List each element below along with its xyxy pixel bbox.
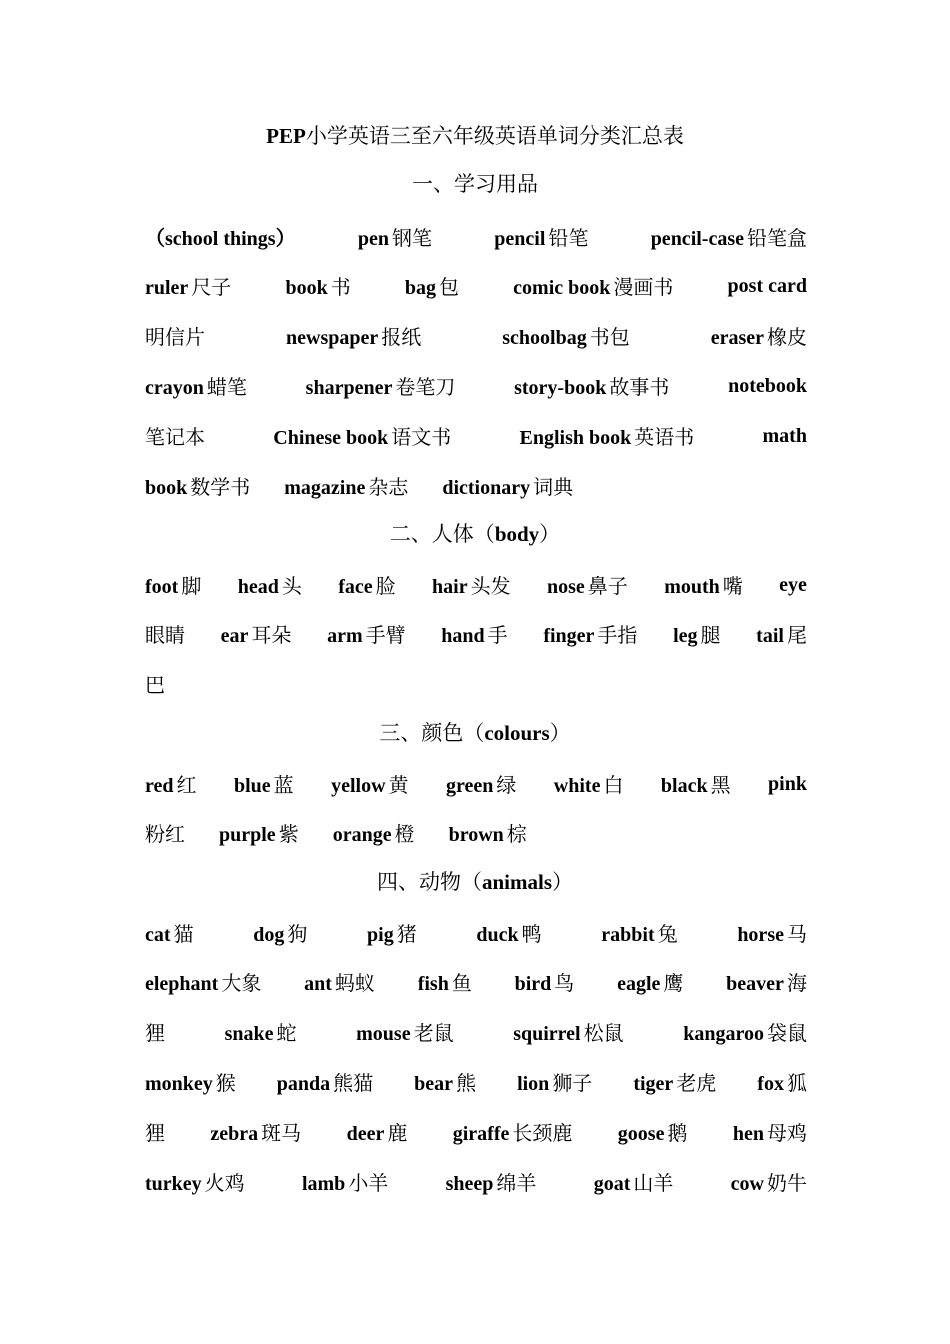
chinese-meaning: 兔 xyxy=(657,921,678,946)
english-word: ruler xyxy=(145,277,189,300)
vocab-line xyxy=(145,616,807,652)
vocab-entry xyxy=(253,918,307,947)
english-word: snake xyxy=(224,1023,274,1046)
vocab-entry xyxy=(594,1167,674,1196)
english-word: newspaper xyxy=(286,327,379,350)
chinese-meaning: 熊 xyxy=(456,1070,477,1095)
vocab-entry xyxy=(515,967,575,996)
english-word: notebook xyxy=(728,374,807,397)
vocab-entry xyxy=(763,423,807,448)
english-word: hand xyxy=(441,625,485,648)
chinese-meaning: 斑马 xyxy=(261,1120,302,1145)
vocab-entry xyxy=(664,570,743,599)
chinese-meaning: 大象 xyxy=(221,971,262,996)
vocab-entry xyxy=(728,273,807,298)
english-word: foot xyxy=(145,575,179,598)
english-word: kangaroo xyxy=(683,1023,764,1046)
section-heading-text: 四、动物（ xyxy=(376,870,482,894)
chinese-meaning: 鸭 xyxy=(521,921,542,946)
vocab-entry xyxy=(711,321,807,350)
english-word: book xyxy=(285,277,328,300)
vocab-entry xyxy=(338,570,395,599)
vocab-entry xyxy=(726,967,807,996)
chinese-meaning: 杂志 xyxy=(368,474,409,499)
english-word: turkey xyxy=(145,1172,202,1195)
vocab-entry xyxy=(145,321,205,350)
vocab-line xyxy=(145,1014,807,1050)
vocab-entry xyxy=(476,918,541,947)
vocab-entry xyxy=(449,818,527,847)
english-word: horse xyxy=(737,923,784,946)
vocab-entry xyxy=(225,1017,297,1046)
vocab-entry xyxy=(757,1067,807,1096)
chinese-meaning: 袋鼠 xyxy=(766,1021,807,1046)
vocab-line xyxy=(145,467,807,503)
chinese-meaning: 奶牛 xyxy=(767,1170,807,1195)
chinese-meaning: 漫画书 xyxy=(613,275,674,300)
chinese-meaning: 英语书 xyxy=(634,424,695,449)
chinese-meaning: 狸 xyxy=(145,1021,165,1046)
vocab-entry xyxy=(768,771,807,796)
chinese-meaning: 脚 xyxy=(181,573,202,598)
english-word: math xyxy=(762,424,807,447)
chinese-meaning: 海 xyxy=(786,971,807,996)
vocab-entry xyxy=(221,619,292,648)
chinese-meaning: 词典 xyxy=(533,474,574,499)
english-word: （school things） xyxy=(145,227,296,250)
vocab-entry xyxy=(145,1167,245,1196)
vocab-line xyxy=(145,964,807,1000)
english-word: cat xyxy=(145,923,171,946)
chinese-meaning: 老鼠 xyxy=(413,1021,454,1046)
vocab-entry xyxy=(145,222,296,251)
chinese-meaning: 黄 xyxy=(388,772,409,797)
vocab-entry xyxy=(543,619,637,648)
vocab-line xyxy=(145,218,807,254)
vocab-entry xyxy=(145,1017,165,1046)
english-word: zebra xyxy=(210,1122,259,1145)
vocab-entry xyxy=(618,1117,688,1146)
english-word: goose xyxy=(617,1122,665,1145)
chinese-meaning: 耳朵 xyxy=(251,623,292,648)
vocab-entry xyxy=(145,669,165,698)
vocab-entry xyxy=(554,769,624,798)
english-word: brown xyxy=(448,824,504,847)
english-word: eraser xyxy=(710,327,764,350)
section-heading-suffix: ） xyxy=(552,870,573,894)
english-word: duck xyxy=(476,923,519,946)
chinese-meaning: 狸 xyxy=(145,1120,165,1145)
vocab-line xyxy=(145,268,807,304)
english-word: story-book xyxy=(514,376,607,399)
chinese-meaning: 母鸡 xyxy=(767,1120,807,1145)
vocab-entry xyxy=(446,1167,537,1196)
vocab-entry xyxy=(513,271,673,300)
english-word: elephant xyxy=(145,973,219,996)
chinese-meaning: 报纸 xyxy=(381,325,422,350)
vocab-line xyxy=(145,815,807,851)
chinese-meaning: 猴 xyxy=(215,1070,236,1095)
vocab-entry xyxy=(145,271,231,300)
vocab-entry xyxy=(333,818,415,847)
vocab-entry xyxy=(414,1067,476,1096)
vocab-entry xyxy=(347,1117,408,1146)
chinese-meaning: 狗 xyxy=(287,921,308,946)
vocab-entry xyxy=(728,373,807,398)
vocab-entry xyxy=(286,321,421,350)
english-word: mouse xyxy=(356,1023,411,1046)
chinese-meaning: 鹰 xyxy=(663,971,684,996)
vocab-entry xyxy=(273,421,451,450)
vocab-entry xyxy=(733,1117,807,1146)
chinese-meaning: 巴 xyxy=(145,673,165,698)
chinese-meaning: 橡皮 xyxy=(767,325,807,350)
chinese-meaning: 粉红 xyxy=(145,822,185,847)
english-word: eye xyxy=(779,573,807,596)
chinese-meaning: 嘴 xyxy=(722,573,743,598)
chinese-meaning: 蜡笔 xyxy=(206,374,247,399)
chinese-meaning: 语文书 xyxy=(391,424,452,449)
english-word: nose xyxy=(547,575,585,598)
chinese-meaning: 绿 xyxy=(496,772,517,797)
english-word: sheep xyxy=(445,1172,494,1195)
vocab-entry xyxy=(453,1117,573,1146)
chinese-meaning: 橙 xyxy=(394,822,415,847)
chinese-meaning: 头 xyxy=(281,573,302,598)
section-heading xyxy=(0,166,950,202)
chinese-meaning: 笔记本 xyxy=(145,424,205,449)
vocab-line xyxy=(145,914,807,950)
vocab-entry xyxy=(442,471,573,500)
chinese-meaning: 鹿 xyxy=(387,1120,408,1145)
chinese-meaning: 熊猫 xyxy=(333,1070,374,1095)
english-word: book xyxy=(145,476,188,499)
chinese-meaning: 狮子 xyxy=(552,1070,593,1095)
chinese-meaning: 钢笔 xyxy=(392,225,432,250)
english-word: face xyxy=(338,575,373,598)
vocab-entry xyxy=(145,918,194,947)
vocab-entry xyxy=(520,421,695,450)
vocab-entry xyxy=(683,1017,807,1046)
english-word: dictionary xyxy=(442,476,531,499)
vocab-entry xyxy=(145,570,201,599)
vocab-entry xyxy=(277,1067,373,1096)
vocab-entry xyxy=(302,1167,388,1196)
title-latin: PEP xyxy=(266,124,306,148)
chinese-meaning: 长颈鹿 xyxy=(512,1120,573,1145)
vocab-entry xyxy=(145,371,247,400)
vocab-entry xyxy=(331,769,408,798)
vocab-entry xyxy=(633,1067,716,1096)
section-heading-latin: animals xyxy=(481,870,552,894)
vocab-entry xyxy=(145,421,205,450)
english-word: ear xyxy=(220,625,249,648)
vocab-entry xyxy=(306,371,456,400)
chinese-meaning: 书包 xyxy=(589,325,630,350)
vocab-entry xyxy=(601,918,677,947)
vocab-entry xyxy=(210,1117,301,1146)
vocab-line xyxy=(145,367,807,403)
vocab-entry xyxy=(145,1117,165,1146)
chinese-meaning: 白 xyxy=(603,772,624,797)
vocab-entry xyxy=(432,570,511,599)
english-word: yellow xyxy=(331,774,386,797)
english-word: green xyxy=(445,774,494,797)
vocab-entry xyxy=(502,321,629,350)
vocab-entry xyxy=(661,769,731,798)
vocab-line xyxy=(145,765,807,801)
english-word: cow xyxy=(730,1172,764,1195)
section-heading-text: 二、人体（ xyxy=(389,522,495,546)
vocab-entry xyxy=(418,967,472,996)
english-word: beaver xyxy=(726,973,784,996)
english-word: panda xyxy=(276,1072,331,1095)
vocab-entry xyxy=(494,222,588,251)
vocab-entry xyxy=(731,1167,807,1196)
vocab-entry xyxy=(446,769,516,798)
english-word: deer xyxy=(346,1122,385,1145)
vocab-entry xyxy=(145,818,185,847)
english-word: pencil-case xyxy=(650,227,744,250)
chinese-meaning: 蛇 xyxy=(276,1021,297,1046)
chinese-meaning: 鼻子 xyxy=(587,573,628,598)
chinese-meaning: 手 xyxy=(487,623,508,648)
vocab-entry xyxy=(358,222,432,251)
english-word: bird xyxy=(514,973,552,996)
english-word: squirrel xyxy=(513,1023,581,1046)
vocab-entry xyxy=(234,769,294,798)
english-word: Chinese book xyxy=(273,426,389,449)
english-word: leg xyxy=(673,625,698,648)
english-word: comic book xyxy=(513,277,611,300)
vocab-entry xyxy=(517,1067,592,1096)
english-word: blue xyxy=(233,774,271,797)
chinese-meaning: 腿 xyxy=(700,623,721,648)
chinese-meaning: 数学书 xyxy=(190,474,251,499)
chinese-meaning: 棕 xyxy=(506,822,527,847)
vocab-line xyxy=(145,1063,807,1099)
vocab-entry xyxy=(356,1017,453,1046)
chinese-meaning: 紫 xyxy=(278,822,299,847)
vocab-entry xyxy=(513,1017,623,1046)
chinese-meaning: 山羊 xyxy=(633,1170,674,1195)
english-word: pencil xyxy=(494,227,546,250)
chinese-meaning: 书 xyxy=(330,275,351,300)
vocab-entry xyxy=(405,271,459,300)
vocab-entry xyxy=(737,918,807,947)
english-word: sharpener xyxy=(305,376,393,399)
chinese-meaning: 松鼠 xyxy=(583,1021,624,1046)
vocab-entry xyxy=(547,570,628,599)
vocab-line xyxy=(145,417,807,453)
vocab-entry xyxy=(145,1067,236,1096)
english-word: pink xyxy=(768,772,807,795)
english-word: red xyxy=(145,774,174,797)
vocab-entry xyxy=(651,222,807,251)
section-heading xyxy=(0,715,950,751)
chinese-meaning: 眼睛 xyxy=(145,623,185,648)
english-word: lion xyxy=(517,1072,550,1095)
vocab-entry xyxy=(441,619,507,648)
chinese-meaning: 马 xyxy=(786,921,807,946)
english-word: fish xyxy=(417,973,449,996)
section-heading-suffix: ） xyxy=(539,522,561,546)
english-word: eagle xyxy=(617,973,661,996)
english-word: giraffe xyxy=(452,1122,510,1145)
english-word: crayon xyxy=(145,376,204,399)
chinese-meaning: 故事书 xyxy=(609,374,670,399)
chinese-meaning: 老虎 xyxy=(676,1070,717,1095)
chinese-meaning: 手指 xyxy=(597,623,638,648)
vocab-entry xyxy=(238,570,302,599)
vocab-entry xyxy=(617,967,683,996)
english-word: pig xyxy=(367,923,394,946)
english-word: schoolbag xyxy=(502,327,587,350)
english-word: rabbit xyxy=(601,923,655,946)
vocab-entry xyxy=(367,918,417,947)
vocab-entry xyxy=(145,967,261,996)
chinese-meaning: 绵羊 xyxy=(496,1170,537,1195)
chinese-meaning: 火鸡 xyxy=(204,1170,245,1195)
vocab-entry xyxy=(145,471,250,500)
chinese-meaning: 手臂 xyxy=(365,623,406,648)
chinese-meaning: 红 xyxy=(176,772,197,797)
vocab-entry xyxy=(514,371,669,400)
section-heading-latin: body xyxy=(494,522,540,546)
english-word: finger xyxy=(543,625,595,648)
english-word: fox xyxy=(757,1072,784,1095)
english-word: lamb xyxy=(301,1172,346,1195)
english-word: tail xyxy=(756,625,784,648)
english-word: bag xyxy=(404,277,436,300)
english-word: hair xyxy=(432,575,468,598)
section-heading-latin: colours xyxy=(484,721,550,745)
english-word: dog xyxy=(253,923,285,946)
chinese-meaning: 黑 xyxy=(710,772,731,797)
chinese-meaning: 明信片 xyxy=(145,325,205,350)
chinese-meaning: 蓝 xyxy=(273,772,294,797)
vocab-line xyxy=(145,1163,807,1199)
chinese-meaning: 猫 xyxy=(173,921,194,946)
chinese-meaning: 头发 xyxy=(470,573,511,598)
english-word: bear xyxy=(414,1072,454,1095)
vocab-line xyxy=(145,566,807,602)
vocab-entry xyxy=(779,572,807,597)
section-heading-suffix: ） xyxy=(549,721,571,745)
english-word: arm xyxy=(327,625,363,648)
chinese-meaning: 狐 xyxy=(786,1070,807,1095)
english-word: purple xyxy=(219,824,276,847)
chinese-meaning: 包 xyxy=(439,275,459,300)
vocab-entry xyxy=(304,967,375,996)
english-word: white xyxy=(553,774,601,797)
chinese-meaning: 尾 xyxy=(786,623,807,648)
chinese-meaning: 脸 xyxy=(375,573,396,598)
chinese-meaning: 尺子 xyxy=(191,275,232,300)
english-word: monkey xyxy=(145,1072,213,1095)
chinese-meaning: 蚂蚁 xyxy=(334,971,375,996)
vocab-entry xyxy=(327,619,406,648)
vocab-entry xyxy=(284,471,408,500)
chinese-meaning: 鹅 xyxy=(667,1120,688,1145)
english-word: English book xyxy=(519,426,632,449)
vocab-entry xyxy=(756,619,807,648)
vocab-entry xyxy=(285,271,350,300)
english-word: magazine xyxy=(284,476,366,499)
chinese-meaning: 卷笔刀 xyxy=(395,374,456,399)
english-word: pen xyxy=(357,227,389,250)
vocab-line xyxy=(145,666,807,702)
chinese-meaning: 鱼 xyxy=(451,971,472,996)
chinese-meaning: 鸟 xyxy=(554,971,575,996)
chinese-meaning: 猪 xyxy=(396,921,417,946)
title-text: 小学英语三至六年级英语单词分类汇总表 xyxy=(305,124,684,148)
section-heading xyxy=(0,864,950,900)
vocab-entry xyxy=(673,619,720,648)
english-word: head xyxy=(237,575,279,598)
chinese-meaning: 小羊 xyxy=(348,1170,389,1195)
document-title xyxy=(0,118,950,154)
vocab-line xyxy=(145,1113,807,1149)
section-heading xyxy=(0,516,950,552)
vocab-entry xyxy=(145,619,185,648)
section-heading-text: 一、学习用品 xyxy=(412,172,538,196)
english-word: mouth xyxy=(664,575,720,598)
english-word: black xyxy=(660,774,708,797)
english-word: ant xyxy=(304,973,332,996)
vocab-entry xyxy=(219,818,299,847)
section-heading-text: 三、颜色（ xyxy=(379,721,485,745)
vocab-entry xyxy=(145,769,197,798)
chinese-meaning: 铅笔 xyxy=(548,225,589,250)
english-word: tiger xyxy=(633,1072,674,1095)
english-word: hen xyxy=(732,1122,764,1145)
english-word: orange xyxy=(332,824,392,847)
chinese-meaning: 铅笔盒 xyxy=(747,225,807,250)
vocab-line xyxy=(145,318,807,354)
english-word: post card xyxy=(727,275,807,298)
english-word: goat xyxy=(593,1172,631,1195)
